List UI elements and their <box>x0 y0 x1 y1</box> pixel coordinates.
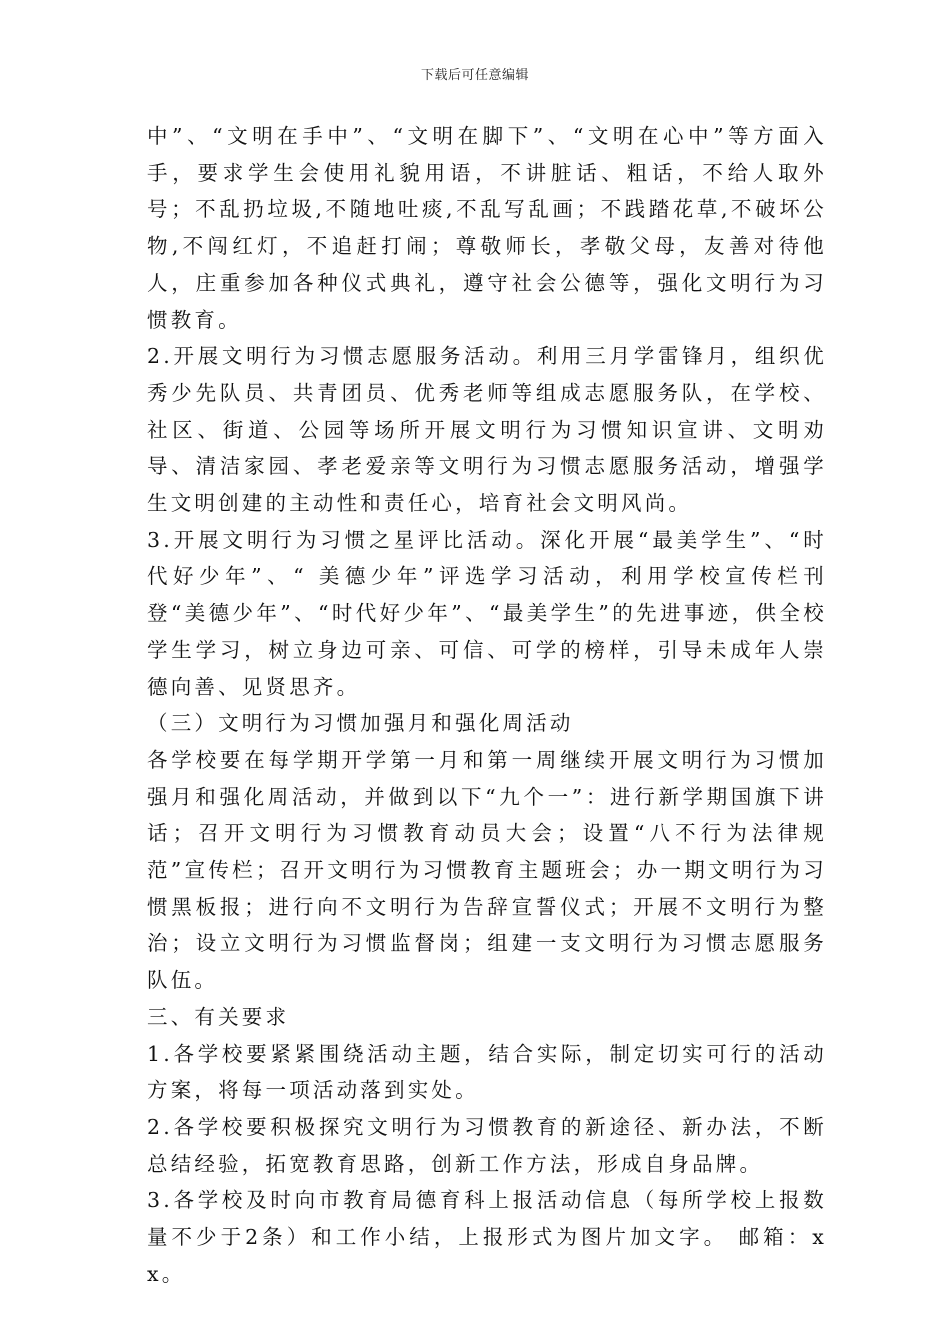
section-heading-month-week: （三）文明行为习惯加强月和强化周活动 <box>147 711 574 736</box>
paragraph-civility-aspects: 中”、“文明在手中”、“文明在脚下”、“文明在心中”等方面入手，要求学生会使用礼貌用语，不讲脏话、粗话，不给人取外号；不乱扔垃圾,不随地吐痰,不乱写乱画；不践踏花草,不破坏公物,不闯红灯，不追赶打闹；尊敬师长，孝敬父母，友善对待他人，庄重参加各种仪式典礼，遵守社会公德等，强化文明行为习惯教育。 <box>147 124 827 332</box>
section-heading-requirements: 三、有关要求 <box>147 1004 290 1029</box>
paragraph-requirement-2: 2.各学校要积极探究文明行为习惯教育的新途径、新办法，不断总结经验，拓宽教育思路，创新工作方法，形成自身品牌。 <box>147 1114 827 1176</box>
paragraph-requirement-1: 1.各学校要紧紧围绕活动主题，结合实际，制定切实可行的活动方案，将每一项活动落到实处。 <box>147 1041 827 1103</box>
paragraph-volunteer-activities: 2.开展文明行为习惯志愿服务活动。利用三月学雷锋月，组织优秀少先队员、共青团员、优秀老师等组成志愿服务队，在学校、社区、街道、公园等场所开展文明行为习惯知识宣讲、文明劝导、清洁家园、孝老爱亲等文明行为习惯志愿服务活动，增强学生文明创建的主动性和责任心，培育社会文明风尚。 <box>147 344 827 516</box>
document-body <box>147 118 827 1293</box>
paragraph-requirement-3: 3.各学校及时向市教育局德育科上报活动信息（每所学校上报数量不少于2条）和工作小结，上报形式为图片加文字。 邮箱：xx。 <box>147 1188 827 1286</box>
paragraph-nine-ones: 各学校要在每学期开学第一月和第一周继续开展文明行为习惯加强月和强化周活动，并做到以下“九个一”：进行新学期国旗下讲话；召开文明行为习惯教育动员大会；设置“八不行为法律规范”宣传栏；召开文明行为习惯教育主题班会；办一期文明行为习惯黑板报；进行向不文明行为告辞宣誓仪式；开展不文明行为整治；设立文明行为习惯监督岗；组建一支文明行为习惯志愿服务队伍。 <box>147 747 827 993</box>
page-header: 下载后可任意编辑 <box>420 68 529 83</box>
paragraph-star-selection: 3.开展文明行为习惯之星评比活动。深化开展“最美学生”、“时代好少年”、“ 美德少年”评选学习活动，利用学校宣传栏刊登“美德少年”、“时代好少年”、“最美学生”的先进事迹，供全校学生学习，树立身边可亲、可信、可学的榜样，引导未成年人崇德向善、见贤思齐。 <box>147 527 827 699</box>
